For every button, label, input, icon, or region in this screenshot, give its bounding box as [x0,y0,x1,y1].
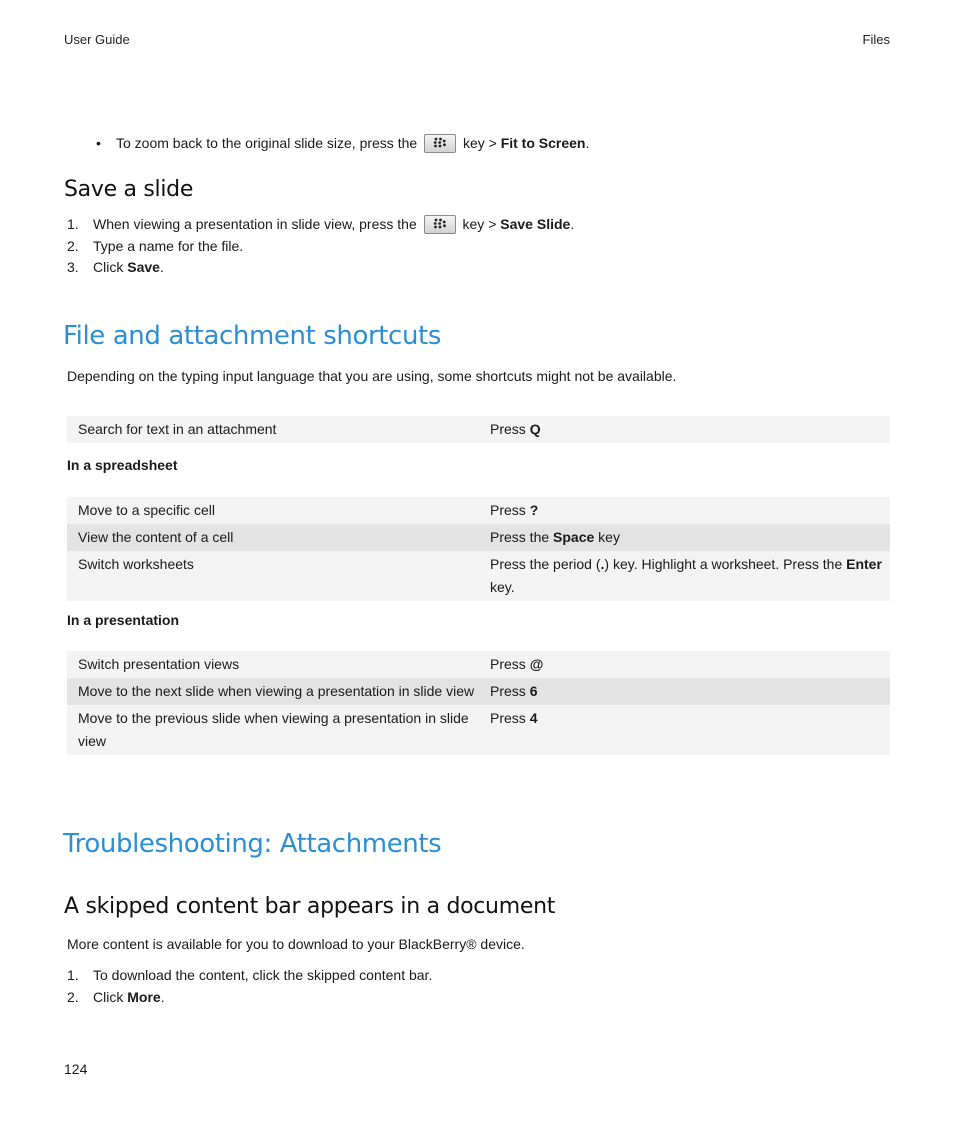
shortcut-action: View the content of a cell [78,529,234,545]
table-row [67,678,890,705]
presentation-caption: In a presentation [67,612,180,628]
zoom-tip-text: To zoom back to the original slide size, press the [116,135,418,151]
zoom-tip-key-text: key > [462,135,497,151]
step-text: Type a name for the file. [93,237,244,254]
troubleshooting-heading: Troubleshooting: Attachments [63,829,442,859]
shortcut-keys: Press the period (.) key. Highlight a worksheet. Press the Enter key. [490,556,882,595]
step-number: 1. [67,216,79,232]
step-number: 2. [67,237,79,254]
step-end: . [570,216,575,232]
skipped-content-intro: More content is available for you to download to your BlackBerry® device. [67,936,525,952]
table-row [67,497,890,524]
step-text: Click [93,259,124,275]
shortcut-action: Search for text in an attachment [78,421,277,437]
shortcut-keys: Press 6 [490,683,538,699]
table-row [67,551,890,601]
table-row [67,651,890,678]
header-guide-title: User Guide [64,32,130,47]
save-slide-label: Save Slide [500,216,571,232]
shortcut-action: Move to a specific cell [78,502,215,518]
shortcuts-heading: File and attachment shortcuts [63,321,441,351]
blackberry-menu-key-icon [424,134,456,153]
step-text: When viewing a presentation in slide view, press the [93,216,417,232]
shortcut-action: Switch presentation views [78,656,240,672]
shortcut-action: Move to the previous slide when viewing a presentation in slide view [78,710,469,749]
step-text: Click [93,988,124,1005]
save-label: Save [127,259,160,275]
presentation-shortcuts-table [67,651,890,755]
shortcut-action: Switch worksheets [78,556,194,572]
shortcut-action: Move to the next slide when viewing a presentation in slide view [78,683,475,699]
table-row [67,705,890,755]
table-row [67,416,890,443]
step-end: . [159,259,164,275]
more-label: More [127,988,161,1005]
step-key-text: key > [462,216,497,232]
bullet-dot: • [96,135,101,151]
fit-to-screen-label: Fit to Screen [500,135,586,151]
shortcut-keys: Press 4 [490,710,538,726]
spreadsheet-caption: In a spreadsheet [67,457,178,473]
page-number: 124 [64,1061,88,1077]
shortcuts-intro: Depending on the typing input language that you are using, some shortcuts might not be available. [67,368,677,384]
blackberry-menu-key-icon [424,215,456,234]
table-row [67,524,890,551]
step-end: . [160,988,165,1005]
step-number: 1. [67,967,79,983]
shortcut-keys: Press @ [490,656,544,672]
skipped-content-heading: A skipped content bar appears in a document [64,894,556,919]
header-section-name: Files [862,32,890,47]
spreadsheet-shortcuts-table [67,497,890,601]
general-shortcuts-table [67,416,890,443]
shortcut-keys: Press the Space key [490,529,620,545]
shortcut-keys: Press Q [490,421,541,437]
zoom-tip-end: . [585,135,590,151]
step-number: 3. [67,259,79,275]
save-slide-heading: Save a slide [64,177,194,202]
step-text: To download the content, click the skipped content bar. [93,967,433,983]
step-number: 2. [67,988,79,1005]
shortcut-keys: Press ? [490,502,539,518]
